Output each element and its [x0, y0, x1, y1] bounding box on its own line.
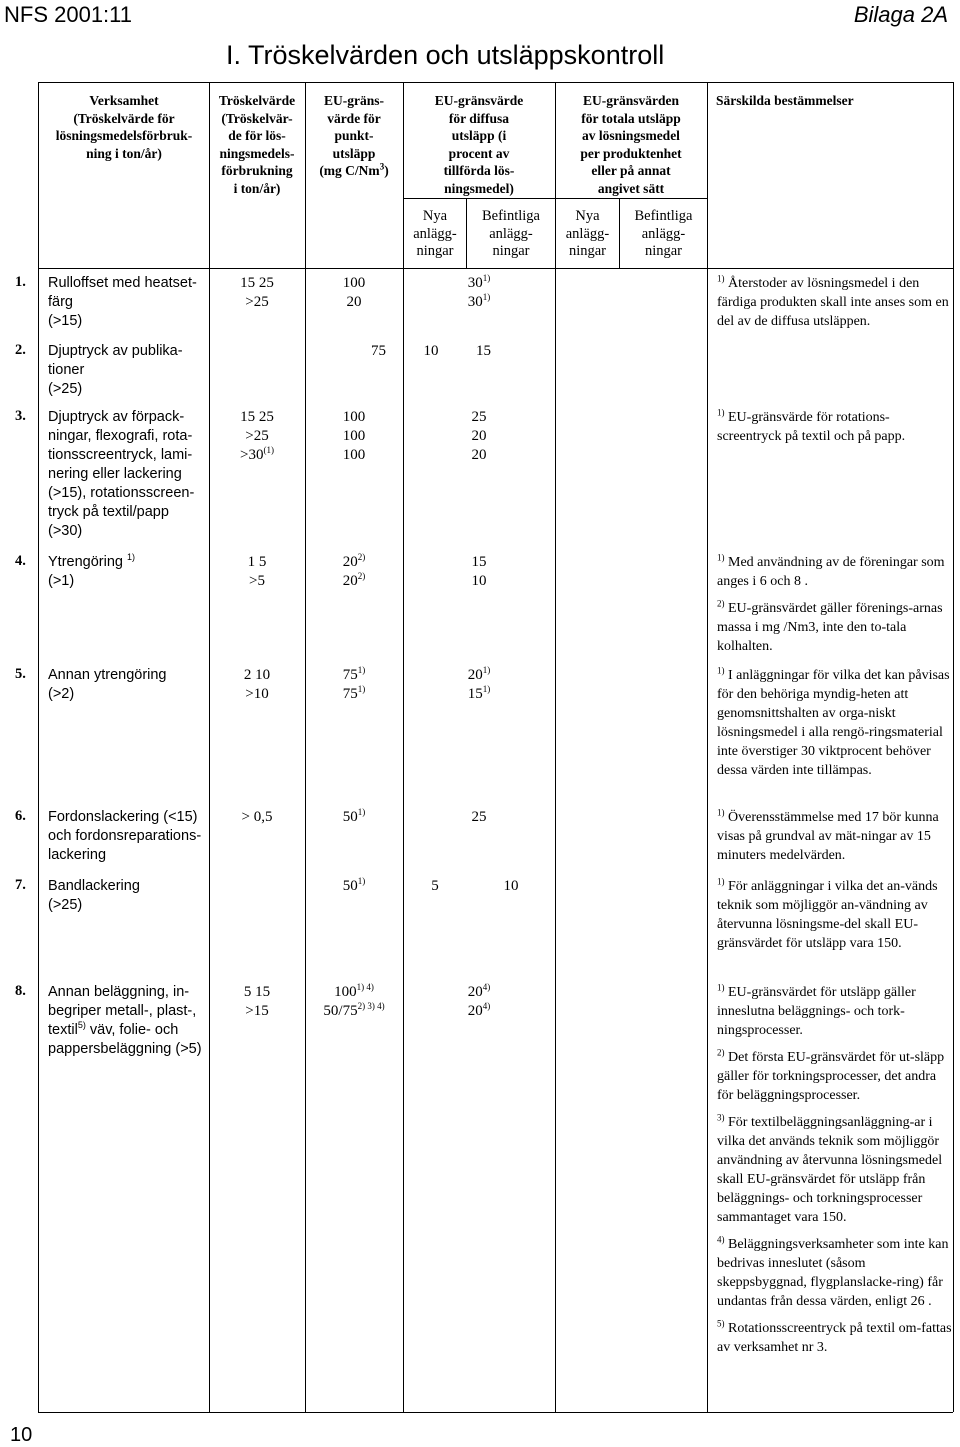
threshold-cell: 2 10 >10: [243, 667, 271, 702]
total-emission-existing-cell: 10: [503, 878, 519, 894]
diffuse-emission-cell: 25: [471, 809, 487, 825]
threshold-cell: > 0,5: [241, 809, 273, 825]
special-provisions-cell: $^{1)}$ EU-gränsvärdet för utsläpp gäller inneslutna beläggnings- och tork-ningsprocesser. $^{2)}$ Det första EU-gränsvärdet för ut-släpp gäller för torkningsprocesser, det andra för beläggningsprocesser. $^{3)}$ För textilbeläggningsanläggning-ar i vilka det används teknik som möjliggör användning av återvunna lösningsmedel skall EU-gränsvärdet för utsläpp från beläggnings- och torkningsprocesser sammantaget vara 150. $^{4)}$ Beläggningsverksamheter som inte kan bedrivas inneslutet (såsom skeppsbyggnad, flygplanslacke-ring) får undantas från dessa värden, enligt 26 . $^{5)}$ Rotationsscreentryck på textil om-fattas av verksamhet nr 3.: [717, 982, 952, 1355]
emission-values-cell: 75 10 15: [371, 343, 491, 359]
point-emission-cell: 100 20: [342, 275, 366, 310]
subheader-diffuse-existing: Befintliga anlägg- ningar: [482, 208, 540, 259]
column-header-threshold: Tröskelvärde (Tröskelvär- de för lös- ningsmedels- förbrukning i ton/år): [218, 93, 296, 196]
threshold-cell: 15 25 >25 $>30^{(1)}$: [240, 409, 274, 463]
special-provisions-cell: $^{1)}$ EU-gränsvärde för rotations-screentryck på textil och på papp.: [717, 407, 906, 444]
appendix-label: Bilaga 2A: [853, 2, 948, 27]
activity-cell: Annan beläggning, in- begriper metall-, plast-, textil$^{5)}$ väv, folie- och pappersbeläggning (>5): [48, 984, 202, 1057]
diffuse-emission-cell: 30$^{1)}$ 30$^{1)}$: [467, 273, 491, 310]
column-header-total-emission: EU-gränsvärden för totala utsläpp av lösningsmedel per produktenhet eller på annat angivet sätt: [580, 93, 682, 196]
column-header-diffuse-emission: EU-gränsvärde för diffusa utsläpp (i procent av tillförda lös- ningsmedel): [434, 93, 524, 196]
threshold-cell: 15 25 >25: [240, 275, 274, 310]
special-provisions-cell: $^{1)}$ Återstoder av lösningsmedel i den färdiga produkten skall inte anses som en del av de diffusa utsläppen.: [717, 273, 949, 329]
special-provisions-cell: $^{1)}$ För anläggningar i vilka det an-vänds teknik som möjliggör an-vändning av återvunna lösningsme-del skall EU-gränsvärdet för utsläpp vara 150.: [717, 876, 938, 951]
subheader-total-new: Nya anlägg- ningar: [565, 208, 610, 259]
special-provisions-cell: $^{1)}$ Med användning av de föreningar som anges i 6 och 8 . $^{2)}$ EU-gränsvärdet gäller förenings-arnas massa i mg /Nm3, inte den to-tala kolhalten.: [717, 552, 945, 654]
special-provisions-cell: $^{1)}$ Överensstämmelse med 17 bör kunna visas på grundval av mät-ningar av 15 minuters medelvärden.: [717, 807, 939, 863]
column-header-activity: Verksamhet (Tröskelvärde för lösningsmedelsförbruk- ning i ton/år): [55, 93, 193, 161]
activity-cell: Ytrengöring $^{1)}$ (>1): [48, 552, 136, 589]
diffuse-emission-cell: 20$^{4)}$ 20$^{4)}$: [467, 982, 491, 1019]
activity-cell: Djuptryck av förpack- ningar, flexografi, rota- tionsscreentryck, lami- nering eller lackering (>15), rotationsscreen- tryck på textil/papp (>30): [48, 409, 195, 539]
diffuse-emission-cell: 25 20 20: [471, 409, 487, 463]
special-provisions-cell: $^{1)}$ I anläggningar för vilka det kan påvisas för den behöriga myndig-heten att genomsnittshalten av orga-niskt lösningsmedel i alla rengö-ringsmaterial inte överstiger 30 viktprocent behöver dessa värden inte tillämpas.: [717, 665, 950, 778]
point-emission-cell: 50$^{1)}$: [342, 807, 366, 825]
point-emission-cell: 50$^{1)}$: [342, 876, 366, 894]
activity-cell: Bandlackering (>25): [48, 878, 140, 913]
point-emission-cell: 75$^{1)}$ 75$^{1)}$: [342, 665, 366, 702]
column-header-point-emission: EU-gräns- värde för punkt- utsläpp (mg C/Nm$^3$): [319, 93, 389, 178]
point-emission-cell: 20$^{2)}$ 20$^{2)}$: [342, 552, 366, 589]
diffuse-emission-cell: 20$^{1)}$ 15$^{1)}$: [467, 665, 491, 702]
page-number: 10: [10, 1424, 33, 1446]
document-code: NFS 2001:11: [4, 2, 133, 27]
threshold-cell: 1 5 >5: [247, 554, 267, 589]
activity-cell: Fordonslackering (<15) och fordonsreparations- lackering: [48, 809, 202, 863]
page-title: I. Tröskelvärden och utsläppskontroll: [226, 40, 665, 70]
activity-cell: Annan ytrengöring (>2): [48, 667, 167, 702]
point-emission-cell: 100 100 100: [342, 409, 366, 463]
subheader-diffuse-new: Nya anlägg- ningar: [413, 208, 457, 259]
threshold-cell: 5 15 >15: [243, 984, 271, 1019]
total-emission-new-cell: 5: [431, 878, 439, 894]
diffuse-emission-cell: 15 10: [471, 554, 487, 589]
point-emission-cell: $100^{1) 4)}$ $50/75^{2) 3) 4)}$: [323, 982, 385, 1019]
activity-cell: Djuptryck av publika- tioner (>25): [48, 343, 183, 397]
column-header-special-provisions: Särskilda bestämmelser: [716, 93, 854, 108]
activity-cell: Rulloffset med heatset- färg (>15): [48, 275, 197, 329]
subheader-total-existing: Befintliga anlägg- ningar: [634, 208, 693, 259]
